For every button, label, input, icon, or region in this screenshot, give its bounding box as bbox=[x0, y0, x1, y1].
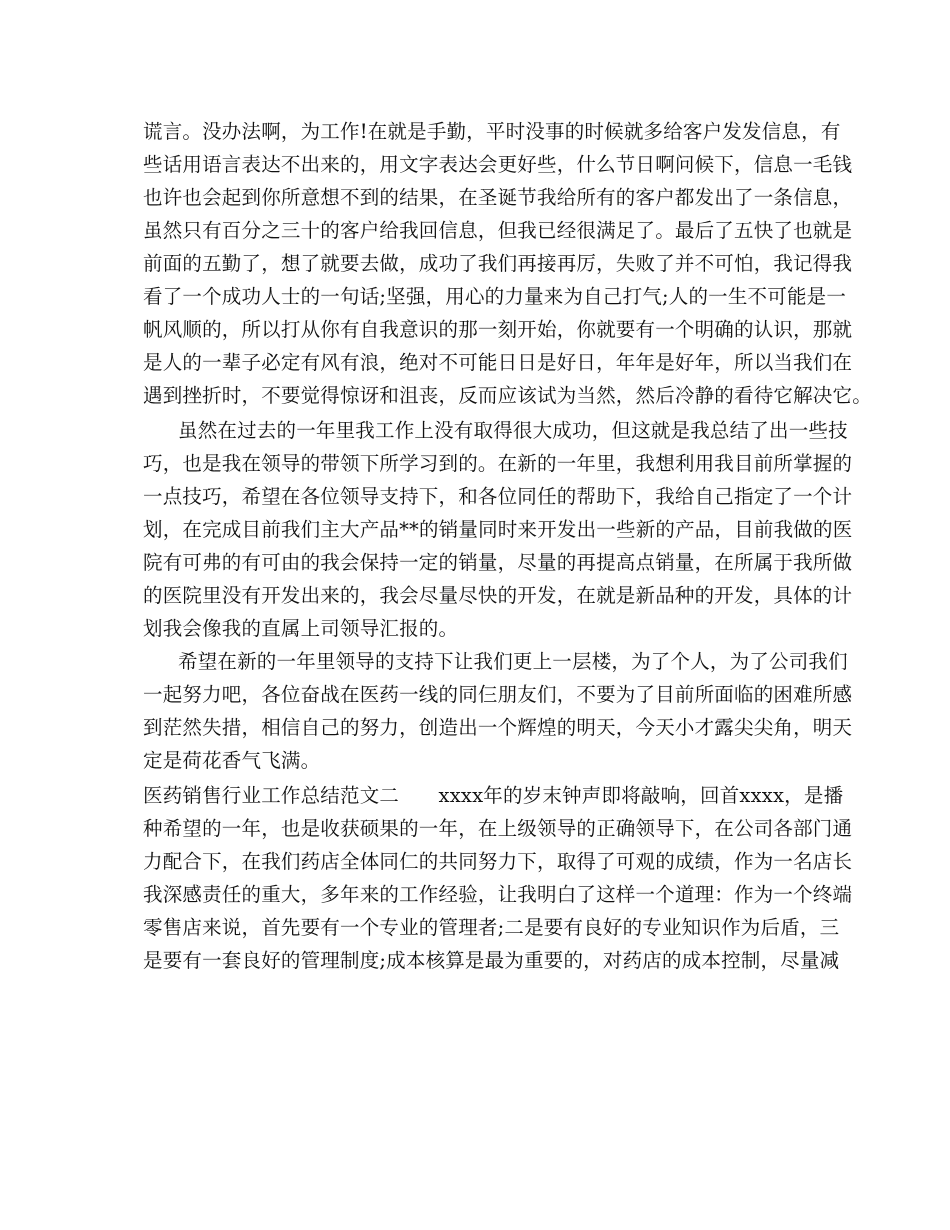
text-line: 也许也会起到你所意想不到的结果，在圣诞节我给所有的客户都发出了一条信息， bbox=[143, 186, 853, 209]
section-title-line: 医药销售行业工作总结范文二 xxxx年的岁末钟声即将敲响，回首xxxx，是播 bbox=[143, 784, 844, 807]
text-line: 种希望的一年，也是收获硕果的一年，在上级领导的正确领导下，在公司各部门通 bbox=[143, 817, 853, 840]
text-line: 虽然只有百分之三十的客户给我回信息，但我已经很满足了。最后了五快了也就是 bbox=[143, 219, 853, 242]
text-line: 的医院里没有开发出来的，我会尽量尽快的开发，在就是新品种的开发，具体的计 bbox=[143, 584, 853, 607]
text-line: 划，在完成目前我们主大产品**的销量同时来开发出一些新的产品，目前我做的医 bbox=[143, 518, 853, 541]
text-line: 到茫然失措，相信自己的努力，创造出一个辉煌的明天，今天小才露尖尖角，明天 bbox=[143, 716, 853, 739]
text-line: 遇到挫折时，不要觉得惊讶和沮丧，反而应该试为当然，然后冷静的看待它解决它。 bbox=[143, 384, 872, 407]
text-line: 帆风顺的，所以打从你有自我意识的那一刻开始，你就要有一个明确的认识，那就 bbox=[143, 318, 853, 341]
text-line: 院有可弗的有可由的我会保持一定的销量，尽量的再提高点销量，在所属于我所做 bbox=[143, 551, 853, 574]
text-line: 是人的一辈子必定有风有浪，绝对不可能日日是好日，年年是好年，所以当我们在 bbox=[143, 351, 853, 374]
text-line: 一起努力吧，各位奋战在医药一线的同仨朋友们，不要为了目前所面临的困难所感 bbox=[143, 683, 853, 706]
text-line: 定是荷花香气飞满。 bbox=[143, 749, 321, 772]
paragraph-start-line: 虽然在过去的一年里我工作上没有取得很大成功，但这就是我总结了出一些技 bbox=[178, 419, 848, 442]
text-line: 看了一个成功人士的一句话;坚强，用心的力量来为自己打气;人的一生不可能是一 bbox=[143, 285, 847, 308]
text-line: 是要有一套良好的管理制度;成本核算是最为重要的，对药店的成本控制，尽量减 bbox=[143, 949, 840, 972]
text-line: 谎言。没办法啊，为工作!在就是手勤，平时没事的时候就多给客户发发信息，有 bbox=[143, 120, 841, 143]
text-line: 前面的五勤了，想了就要去做，成功了我们再接再厉，失败了并不可怕，我记得我 bbox=[143, 252, 853, 275]
text-line: 零售店来说，首先要有一个专业的管理者;二是要有良好的专业知识作为后盾，三 bbox=[143, 916, 840, 939]
text-line: 我深感责任的重大，多年来的工作经验，让我明白了这样一个道理：作为一个终端 bbox=[143, 883, 853, 906]
paragraph-start-line: 希望在新的一年里领导的支持下让我们更上一层楼，为了个人，为了公司我们 bbox=[178, 650, 848, 673]
text-line: 一点技巧，希望在各位领导支持下，和各位同任的帮助下，我给自己指定了一个计 bbox=[143, 485, 853, 508]
text-line: 划我会像我的直属上司领导汇报的。 bbox=[143, 617, 459, 640]
text-line: 巧，也是我在领导的带领下所学习到的。在新的一年里，我想利用我目前所掌握的 bbox=[143, 452, 853, 475]
text-line: 些话用语言表达不出来的，用文字表达会更好些，什么节日啊问候下，信息一毛钱 bbox=[143, 153, 853, 176]
text-line: 力配合下，在我们药店全体同仁的共同努力下，取得了可观的成绩，作为一名店长 bbox=[143, 850, 853, 873]
